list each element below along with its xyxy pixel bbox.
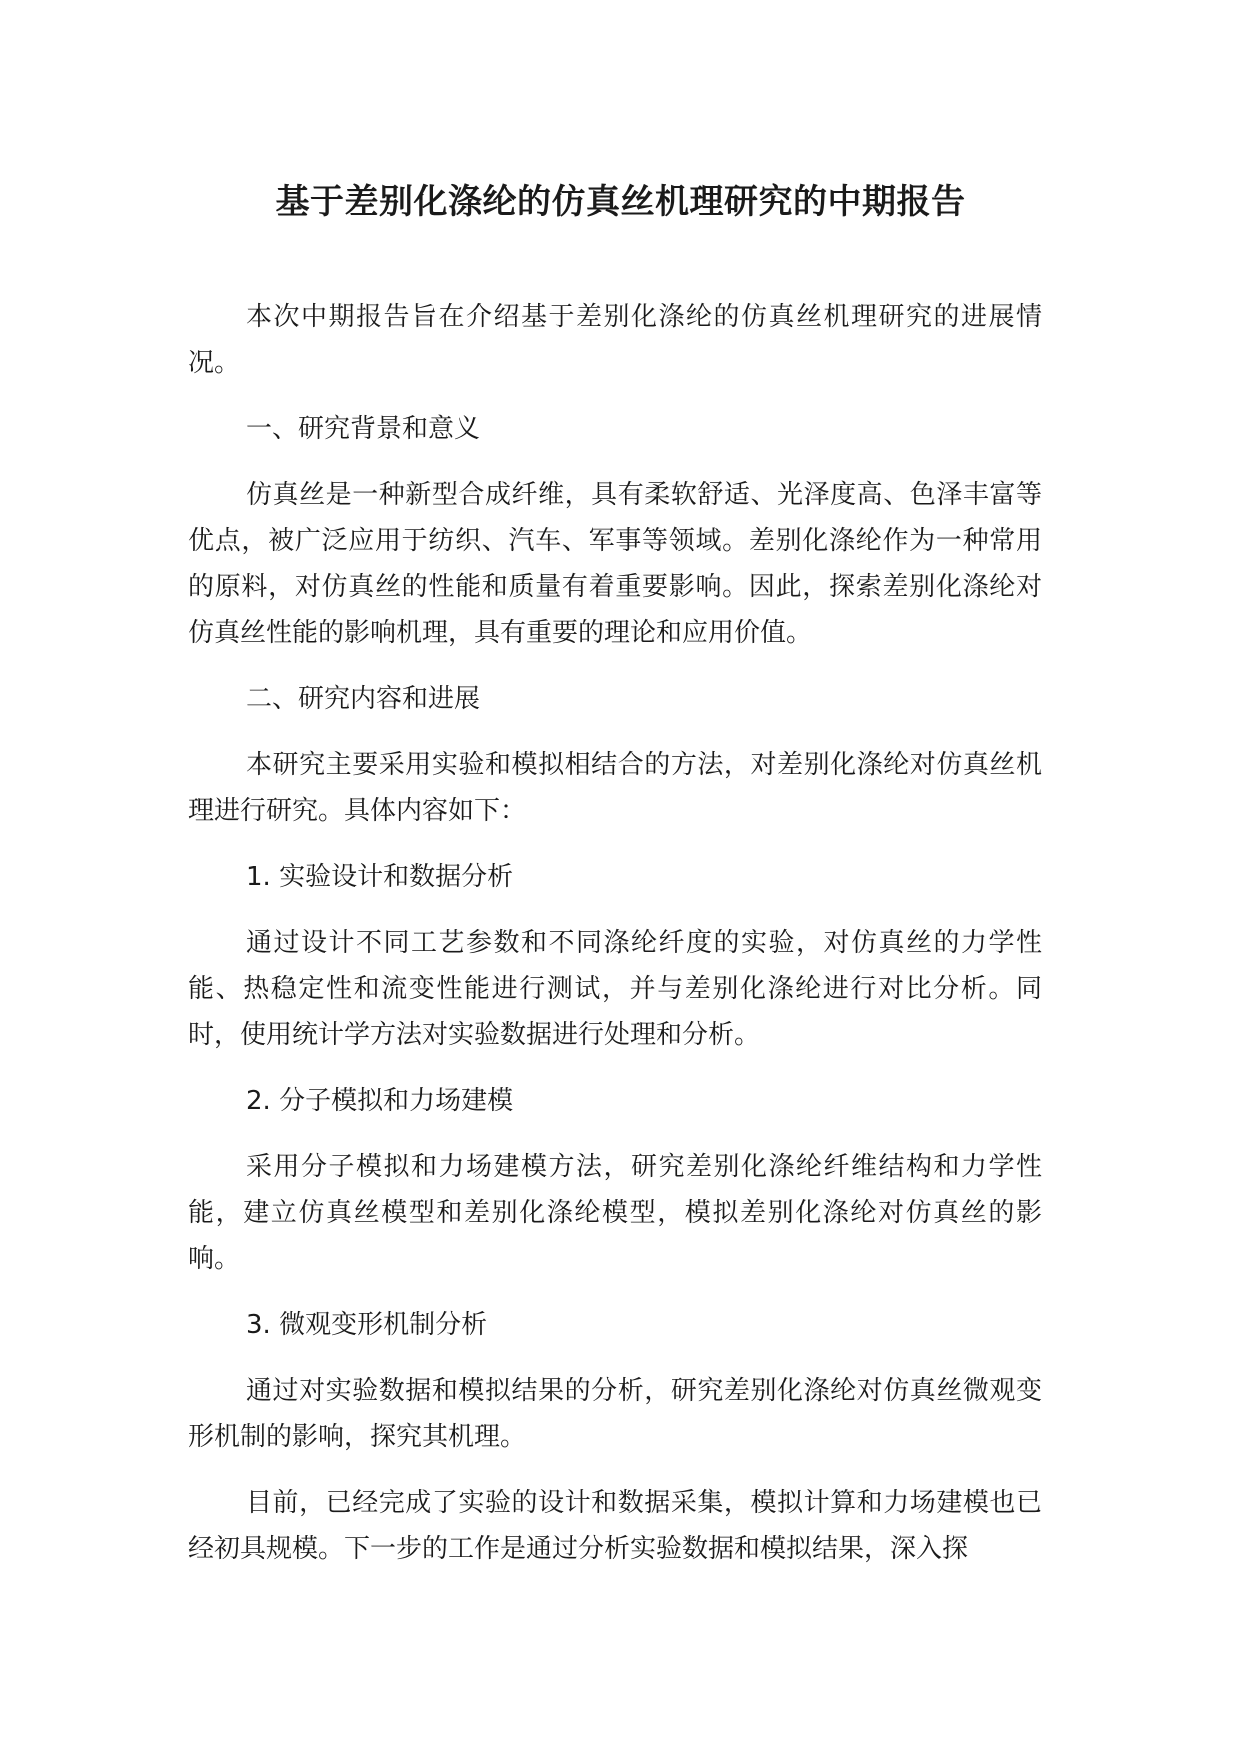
subheading-simulation: 2. 分子模拟和力场建模 [246,1086,514,1116]
subheading-mechanism: 3. 微观变形机制分析 [246,1310,488,1340]
experiment-paragraph: 通过设计不同工艺参数和不同涤纶纤度的实验，对仿真丝的力学性能、热稳定性和流变性能进行测试，并与差别化涤纶进行对比分析。同时，使用统计学方法对实验数据进行处理和分析。 [188,928,1042,1050]
content-paragraph: 本研究主要采用实验和模拟相结合的方法，对差别化涤纶对仿真丝机理进行研究。具体内容如下： [188,750,1042,826]
progress-paragraph: 目前，已经完成了实验的设计和数据采集，模拟计算和力场建模也已经初具规模。下一步的工作是通过分析实验数据和模拟结果，深入探 [188,1488,1042,1564]
section-heading-content: 二、研究内容和进展 [246,684,481,714]
mechanism-paragraph: 通过对实验数据和模拟结果的分析，研究差别化涤纶对仿真丝微观变形机制的影响，探究其机理。 [188,1376,1042,1452]
section-heading-background: 一、研究背景和意义 [246,414,481,444]
document-title: 基于差别化涤纶的仿真丝机理研究的中期报告 [275,182,966,222]
intro-paragraph: 本次中期报告旨在介绍基于差别化涤纶的仿真丝机理研究的进展情况。 [188,302,1042,378]
simulation-paragraph: 采用分子模拟和力场建模方法，研究差别化涤纶纤维结构和力学性能，建立仿真丝模型和差别化涤纶模型，模拟差别化涤纶对仿真丝的影响。 [188,1152,1042,1274]
background-paragraph: 仿真丝是一种新型合成纤维，具有柔软舒适、光泽度高、色泽丰富等优点，被广泛应用于纺织、汽车、军事等领域。差别化涤纶作为一种常用的原料，对仿真丝的性能和质量有着重要影响。因此，探索差别化涤纶对仿真丝性能的影响机理，具有重要的理论和应用价值。 [188,480,1042,648]
document-body [188,294,1042,1592]
subheading-experiment: 1. 实验设计和数据分析 [246,862,514,892]
